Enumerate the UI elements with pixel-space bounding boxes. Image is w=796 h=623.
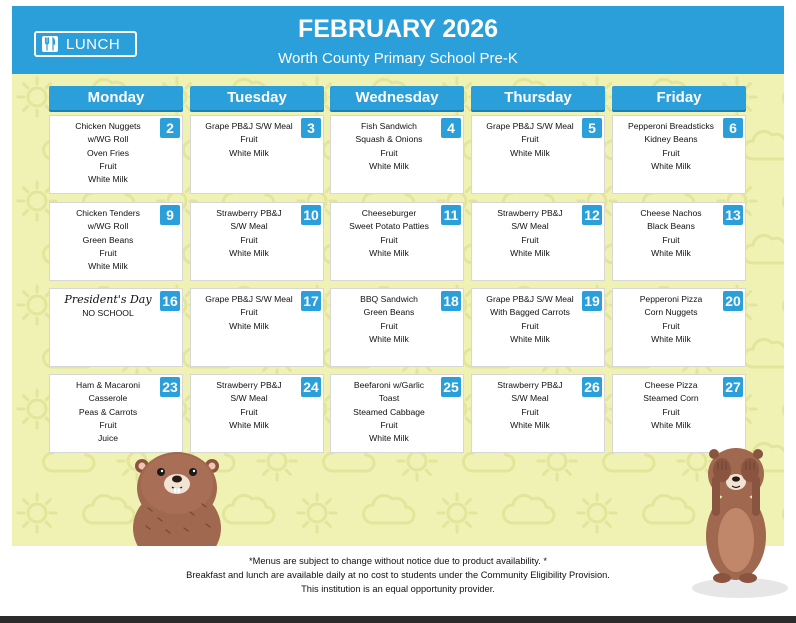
- menu-items: [195, 207, 303, 260]
- menu-item: Fruit: [240, 234, 258, 245]
- sun-icon: [438, 494, 476, 532]
- day-cell: [330, 374, 464, 453]
- menu-item: White Milk: [229, 247, 269, 258]
- menu-item: Fruit: [240, 406, 258, 417]
- date-badge: 16: [160, 291, 180, 311]
- day-cell: [612, 288, 746, 367]
- day-header-thursday: Thursday: [471, 86, 605, 110]
- menu-item: Beefaroni w/Garlic: [353, 380, 425, 390]
- menu-item: Ham & Macaroni: [76, 380, 140, 390]
- date-badge: 12: [582, 205, 602, 225]
- menu-item: S/W Meal: [230, 221, 268, 232]
- menu-item: Cheeseburger: [361, 208, 417, 218]
- cloud-icon: [783, 391, 784, 419]
- menu-item: With Bagged Carrots: [490, 307, 570, 318]
- menu-item: Green Beans: [82, 234, 134, 245]
- menu-item: Grape PB&J S/W Meal: [205, 121, 293, 131]
- menu-items: [476, 379, 584, 432]
- day-cell: [49, 202, 183, 281]
- menu-items: [617, 379, 725, 432]
- date-badge: 5: [582, 118, 602, 138]
- menu-item: Fruit: [99, 247, 117, 258]
- menu-items: [195, 293, 303, 333]
- menu-item: Fruit: [380, 419, 398, 430]
- menu-item: White Milk: [88, 174, 128, 185]
- date-badge: 20: [723, 291, 743, 311]
- day-header-monday: Monday: [49, 86, 183, 110]
- menu-item: Strawberry PB&J: [497, 208, 563, 218]
- day-cell: [49, 374, 183, 453]
- menu-item: Kidney Beans: [644, 134, 698, 145]
- date-badge: 17: [301, 291, 321, 311]
- date-badge: 19: [582, 291, 602, 311]
- menu-item: Strawberry PB&J: [497, 380, 563, 390]
- menu-items: [335, 379, 443, 445]
- menu-item: Chicken Nuggets: [75, 121, 141, 131]
- menu-items: [54, 207, 162, 273]
- menu-item: Casserole: [88, 393, 128, 404]
- day-cell: [471, 202, 605, 281]
- menu-items: [476, 293, 584, 346]
- menu-item: Toast: [378, 393, 400, 404]
- day-cell: [471, 374, 605, 453]
- menu-item: White Milk: [510, 147, 550, 158]
- menu-items: [476, 120, 584, 160]
- menu-item: Black Beans: [647, 221, 695, 232]
- footer-notes: [12, 554, 784, 596]
- date-badge: 4: [441, 118, 461, 138]
- menu-item: Fruit: [662, 406, 680, 417]
- day-cell: [612, 202, 746, 281]
- menu-item: White Milk: [510, 247, 550, 258]
- menu-items: [335, 120, 443, 173]
- sun-icon: [578, 494, 616, 532]
- menu-item: S/W Meal: [230, 393, 268, 404]
- date-badge: 11: [441, 205, 461, 225]
- menu-item: Oven Fries: [86, 147, 130, 158]
- page-subtitle: Worth County Primary School Pre-K: [278, 50, 518, 67]
- menu-item: White Milk: [510, 419, 550, 430]
- menu-item: NO SCHOOL: [82, 308, 134, 318]
- day-header-tuesday: Tuesday: [190, 86, 324, 110]
- menu-item: White Milk: [369, 433, 409, 444]
- menu-item: Peas & Carrots: [78, 406, 138, 417]
- menu-item: White Milk: [88, 261, 128, 272]
- date-badge: 24: [301, 377, 321, 397]
- menu-item: Steamed Cabbage: [353, 406, 425, 417]
- page-title: FEBRUARY 2026: [297, 15, 499, 43]
- menu-item: White Milk: [229, 320, 269, 331]
- menu-item: White Milk: [651, 333, 691, 344]
- menu-item: White Milk: [651, 160, 691, 171]
- cloud-icon: [743, 235, 784, 263]
- cloud-icon: [783, 183, 784, 211]
- footer-cep-note: Breakfast and lunch are available daily at no cost to students under the Community Eligibility Provision.: [186, 570, 610, 580]
- menu-item: Fruit: [380, 234, 398, 245]
- menu-item: Corn Nuggets: [644, 307, 698, 318]
- day-cell: [471, 115, 605, 194]
- date-badge: 13: [723, 205, 743, 225]
- menu-item: Fruit: [380, 320, 398, 331]
- cloud-icon: [743, 339, 784, 367]
- cloud-icon: [504, 495, 554, 523]
- lunch-badge-label: LUNCH: [66, 35, 121, 53]
- menu-item: w/WG Roll: [87, 221, 129, 232]
- cloud-icon: [224, 495, 274, 523]
- menu-item: Fruit: [240, 134, 258, 145]
- menu-item: White Milk: [369, 160, 409, 171]
- header-banner: [12, 6, 784, 74]
- cloud-icon: [644, 495, 694, 523]
- menu-item: Fish Sandwich: [361, 121, 417, 131]
- day-cell: [612, 115, 746, 194]
- menu-item: White Milk: [369, 333, 409, 344]
- footer-equal-opportunity: This institution is an equal opportunity provider.: [301, 584, 495, 594]
- menu-items: [54, 293, 162, 320]
- menu-items: [195, 120, 303, 160]
- menu-item: Steamed Corn: [643, 393, 699, 404]
- menu-item: S/W Meal: [511, 393, 549, 404]
- menu-item: Juice: [97, 433, 119, 444]
- day-cell: [49, 288, 183, 367]
- menu-items: [335, 293, 443, 346]
- day-cell: [49, 115, 183, 194]
- menu-items: [617, 120, 725, 173]
- menu-item: Sweet Potato Patties: [349, 221, 429, 232]
- sun-icon: [298, 494, 336, 532]
- menu-item: Fruit: [521, 320, 539, 331]
- date-badge: 27: [723, 377, 743, 397]
- cloud-icon: [84, 495, 134, 523]
- menu-item: Fruit: [99, 419, 117, 430]
- menu-item: Grape PB&J S/W Meal: [486, 294, 574, 304]
- date-badge: 26: [582, 377, 602, 397]
- menu-item: BBQ Sandwich: [360, 294, 418, 304]
- day-cell: [190, 202, 324, 281]
- menu-item: Fruit: [521, 234, 539, 245]
- date-badge: 25: [441, 377, 461, 397]
- cloud-icon: [364, 495, 414, 523]
- menu-item: Green Beans: [363, 307, 415, 318]
- menu-items: [54, 120, 162, 186]
- menu-item: Strawberry PB&J: [216, 380, 282, 390]
- day-cell: [190, 115, 324, 194]
- footer-disclaimer: *Menus are subject to change without notice due to product availability. *: [248, 556, 548, 566]
- date-badge: 18: [441, 291, 461, 311]
- menu-item: Cheese Pizza: [644, 380, 698, 390]
- date-badge: 23: [160, 377, 180, 397]
- menu-items: [335, 207, 443, 260]
- date-badge: 6: [723, 118, 743, 138]
- cloud-icon: [783, 287, 784, 315]
- menu-item: Grape PB&J S/W Meal: [486, 121, 574, 131]
- menu-items: [476, 207, 584, 260]
- menu-item: Fruit: [662, 234, 680, 245]
- menu-item: Fruit: [662, 147, 680, 158]
- menu-item: w/WG Roll: [87, 134, 129, 145]
- menu-items: [54, 379, 162, 445]
- menu-item: Fruit: [99, 160, 117, 171]
- menu-item: White Milk: [229, 147, 269, 158]
- menu-item: Strawberry PB&J: [216, 208, 282, 218]
- menu-items: [617, 207, 725, 260]
- menu-item: Cheese Nachos: [640, 208, 702, 218]
- day-cell: [330, 115, 464, 194]
- menu-item: Fruit: [380, 147, 398, 158]
- cloud-icon: [743, 131, 784, 159]
- menu-item: White Milk: [651, 247, 691, 258]
- day-cell: [330, 288, 464, 367]
- menu-item: Chicken Tenders: [76, 208, 140, 218]
- menu-item: White Milk: [651, 419, 691, 430]
- date-badge: 10: [301, 205, 321, 225]
- bottom-bar: [0, 616, 796, 623]
- menu-item: Pepperoni Breadsticks: [628, 121, 714, 131]
- menu-item: Squash & Onions: [355, 134, 423, 145]
- menu-items: [617, 293, 725, 346]
- day-header-wednesday: Wednesday: [330, 86, 464, 110]
- groundhog-illustration: [128, 448, 226, 546]
- menu-item: S/W Meal: [511, 221, 549, 232]
- menu-items: [195, 379, 303, 432]
- menu-item: White Milk: [369, 247, 409, 258]
- menu-item: White Milk: [229, 419, 269, 430]
- day-cell: [330, 202, 464, 281]
- day-cell: [190, 288, 324, 367]
- menu-item: Fruit: [662, 320, 680, 331]
- sun-icon: [18, 494, 56, 532]
- menu-item: Grape PB&J S/W Meal: [205, 294, 293, 304]
- holiday-label: President's Day: [64, 293, 152, 306]
- date-badge: 3: [301, 118, 321, 138]
- day-cell: [190, 374, 324, 453]
- menu-item: Fruit: [521, 406, 539, 417]
- date-badge: 9: [160, 205, 180, 225]
- menu-item: White Milk: [510, 333, 550, 344]
- menu-item: Pepperoni Pizza: [639, 294, 703, 304]
- cloud-icon: [783, 79, 784, 107]
- day-cell: [471, 288, 605, 367]
- day-header-friday: Friday: [612, 86, 746, 110]
- menu-item: Fruit: [240, 307, 258, 318]
- date-badge: 2: [160, 118, 180, 138]
- menu-item: Fruit: [521, 134, 539, 145]
